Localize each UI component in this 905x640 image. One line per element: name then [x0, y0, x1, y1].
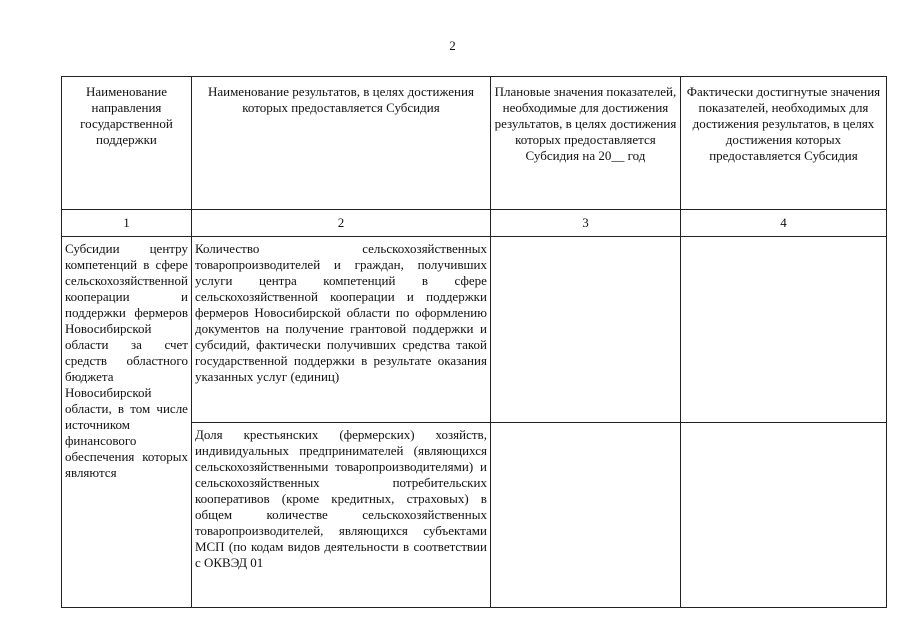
result-description-text: Доля крестьянских (фермерских) хозяйств, индивидуальных предпринимателей (являющихся сельскохозяйственными товаропроизводителями) и сельскохозяйственных потребительских кооперативов (кроме кредитных, страховых) в общем количестве сельскохозяйственных товаропроизводителей, являющихся субъектами МСП (по кодам видов деятельности в соответствии с ОКВЭД 01	[194, 427, 487, 570]
page-number: 2	[449, 38, 456, 53]
result-description-cell	[191, 423, 490, 608]
header-results: Наименование результатов, в целях достижения которых предоставляется Субсидия	[191, 77, 490, 210]
result-description-cell: Количество сельскохозяйственных товаропроизводителей и граждан, получивших услуги центра компетенций в сфере сельскохозяйственной кооперации и поддержки фермеров Новосибирской области по оформлению документов на получение грантовой поддержки и субсидий, фактически получивших средства такой государственной поддержки в результате оказания указанных услуг (единиц)	[191, 237, 490, 423]
column-number: 2	[191, 210, 490, 237]
column-number-row	[62, 210, 887, 237]
subsidy-results-table	[61, 76, 887, 608]
header-planned-values: Плановые значения показателей, необходимые для достижения результатов, в целях достижения которых предоставляется Субсидия на 20__ год	[490, 77, 680, 210]
header-direction: Наименование направления государственной поддержки	[62, 77, 192, 210]
support-direction-cell: Субсидии центру компетенций в сфере сельскохозяйственной кооперации и поддержки фермеров Новосибирской области за счет средств областного бюджета Новосибирской области, в том числе источником финансового обеспечения которых являются	[62, 237, 192, 608]
actual-value-cell	[680, 423, 886, 608]
column-number: 4	[680, 210, 886, 237]
column-number: 3	[490, 210, 680, 237]
planned-value-cell	[490, 423, 680, 608]
table-header-row	[62, 77, 887, 210]
planned-value-cell	[490, 237, 680, 423]
table-row	[62, 237, 887, 423]
header-actual-values: Фактически достигнутые значения показателей, необходимых для достижения результатов, в целях достижения которых предоставляется Субсидия	[680, 77, 886, 210]
column-number: 1	[62, 210, 192, 237]
actual-value-cell	[680, 237, 886, 423]
